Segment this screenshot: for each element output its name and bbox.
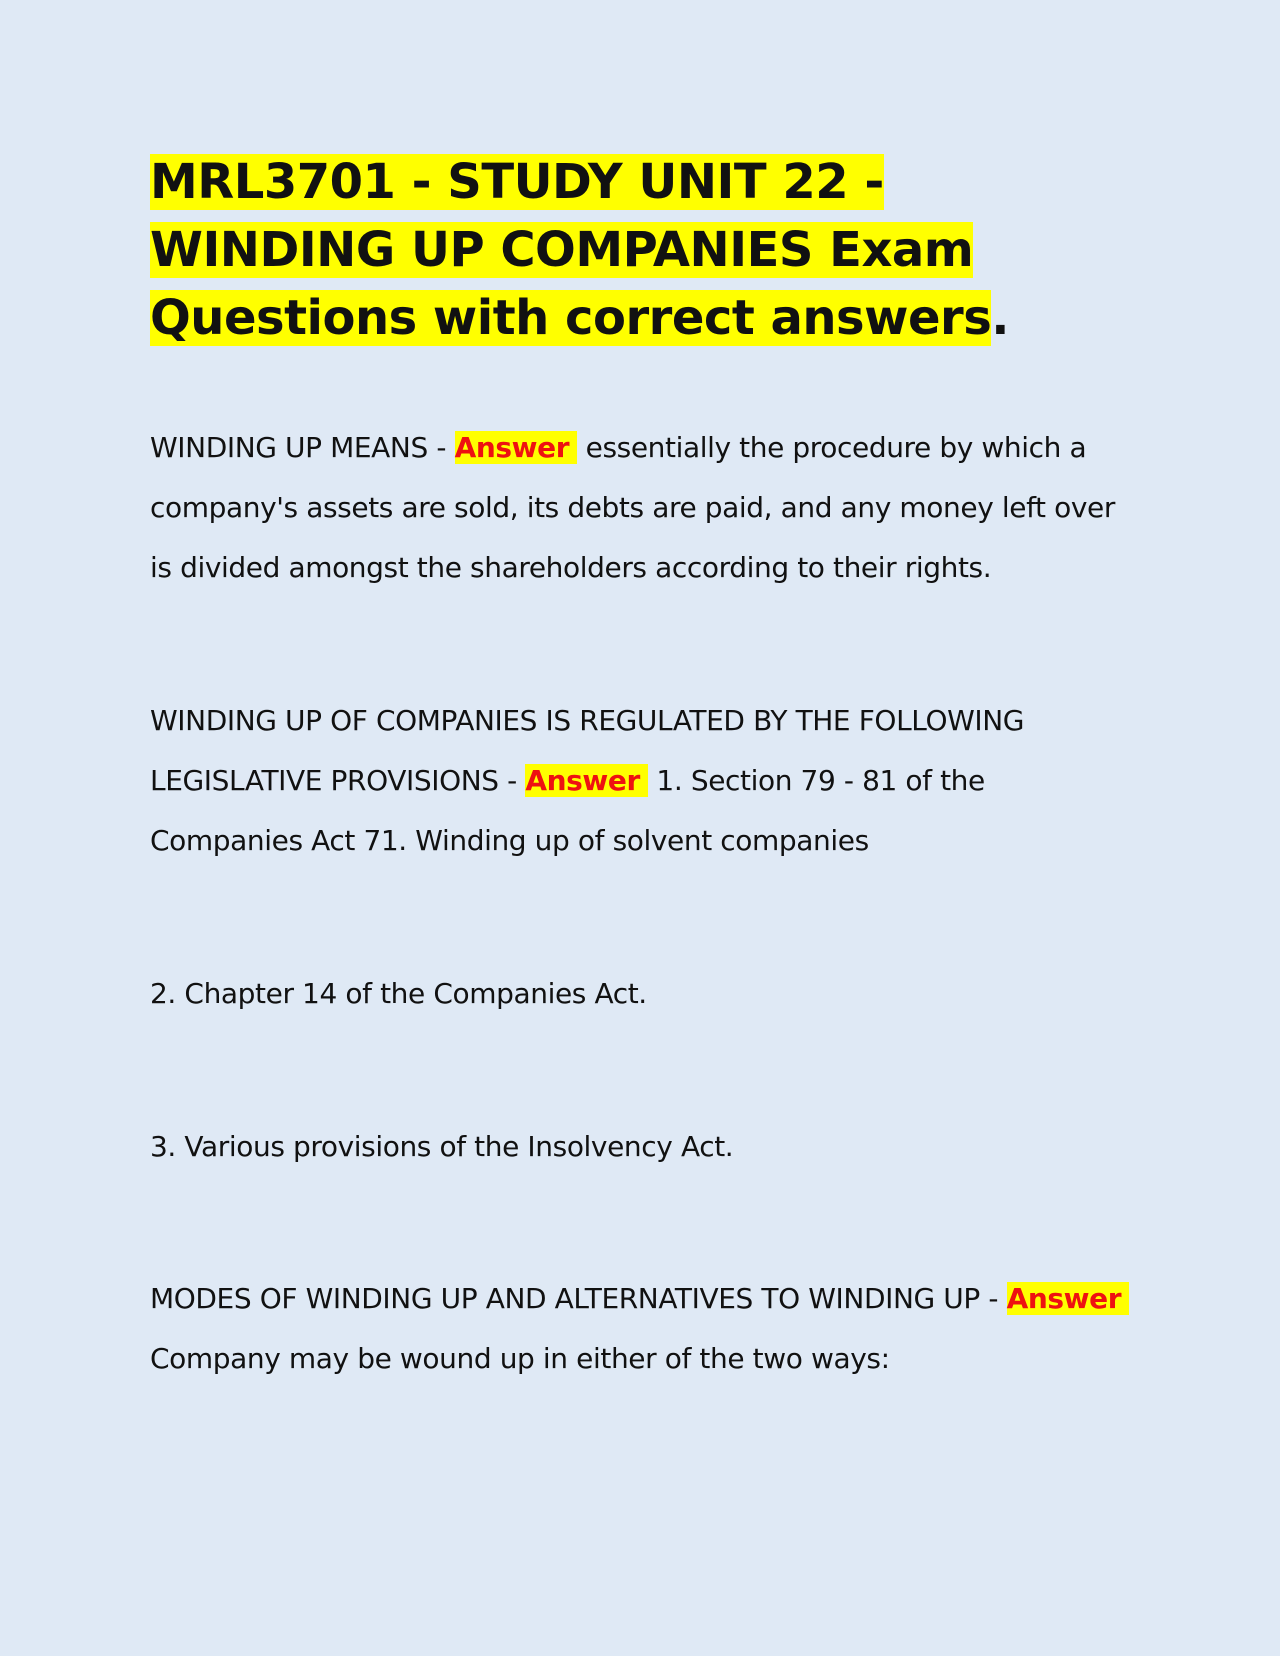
answer-label: Answer [525, 764, 648, 797]
qa-item-legislative-provisions [150, 691, 1135, 871]
title-period: . [991, 290, 1009, 346]
title-text: MRL3701 - STUDY UNIT 22 - WINDING UP COMPANIES Exam Questions with correct answers [150, 154, 992, 346]
answer-label: Answer [1007, 1282, 1130, 1315]
answer-text: 1. Section 79 - 81 of the Companies Act 71. Winding up of solvent companies [150, 764, 985, 857]
qa-item-winding-up-means [150, 418, 1135, 598]
answer-text: essentially the procedure by which a company's assets are sold, its debts are paid, and any money left over is divided amongst the shareholders according to their rights. [150, 431, 1115, 584]
question-text: MODES OF WINDING UP AND ALTERNATIVES TO WINDING UP - [150, 1282, 1007, 1315]
list-item-chapter-14: 2. Chapter 14 of the Companies Act. [150, 977, 647, 1010]
question-text: WINDING UP OF COMPANIES IS REGULATED BY THE FOLLOWING LEGISLATIVE PROVISIONS - [150, 704, 1025, 797]
document-title [150, 148, 1110, 352]
question-text: WINDING UP MEANS - [150, 431, 455, 464]
qa-item-modes-of-winding-up [150, 1269, 1135, 1389]
answer-text: Company may be wound up in either of the two ways: [150, 1342, 890, 1375]
answer-label: Answer [455, 431, 578, 464]
list-item-insolvency-act: 3. Various provisions of the Insolvency Act. [150, 1130, 734, 1163]
